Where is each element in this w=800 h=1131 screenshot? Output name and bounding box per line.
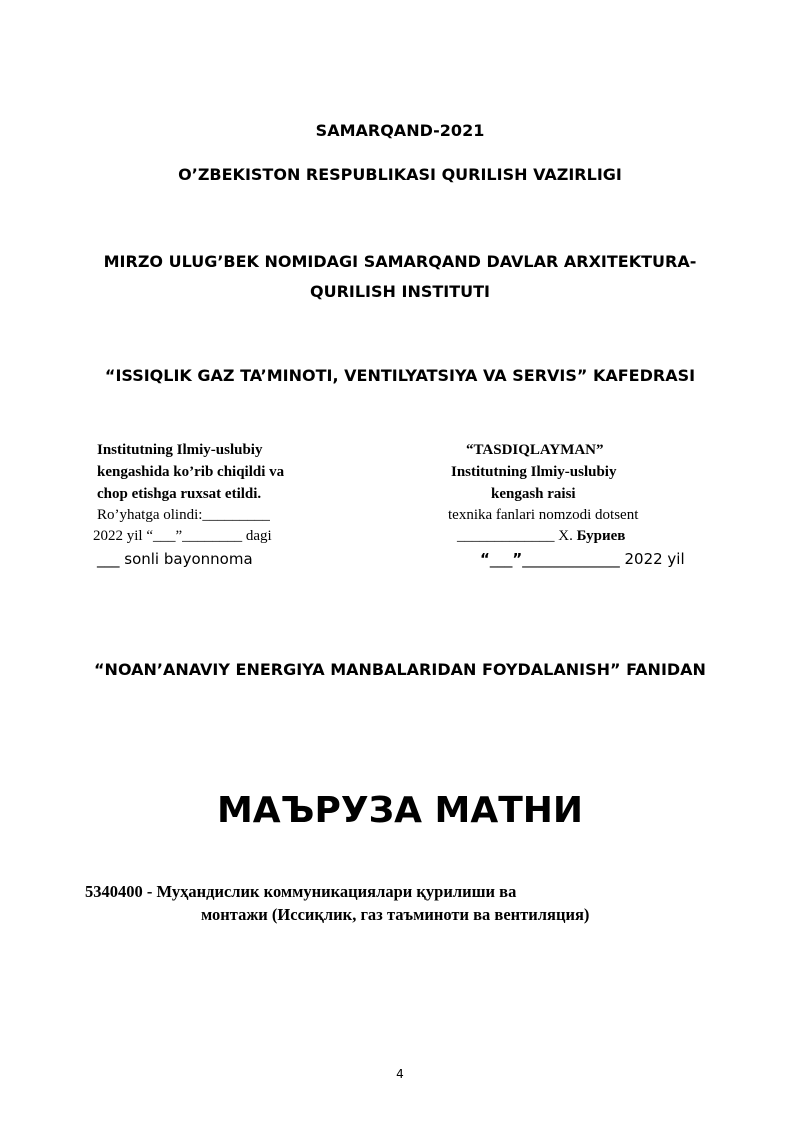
right-block-line2: Institutning Ilmiy-uslubiy <box>451 464 617 480</box>
approval-month-blank: _____________ <box>522 550 620 568</box>
institute-name-line2: QURILISH INSTITUTI <box>309 282 490 301</box>
signature-blank: _____________ <box>457 528 555 544</box>
approval-day-blank: ___ <box>489 550 513 568</box>
protocol-number-label: sonli bayonnoma <box>119 550 253 568</box>
protocol-number-blank: ___ <box>97 550 120 568</box>
approval-heading: “TASDIQLAYMAN” <box>466 442 604 458</box>
right-block-line3: kengash raisi <box>491 486 576 502</box>
registration-line: Ro’yhatga olindi:_________ <box>97 507 270 523</box>
page-number: 4 <box>396 1067 404 1081</box>
approval-date-line <box>480 550 685 568</box>
specialty-line2: монтажи (Иссиқлик, газ таъминоти ва вентиляция) <box>201 905 590 924</box>
institute-name-line1: MIRZO ULUG’BEK NOMIDAGI SAMARQAND DAVLAR ARXITEKTURA- <box>103 252 697 271</box>
left-block-line3: chop etishga ruxsat etildi. <box>97 486 262 502</box>
chairman-name: Буриев <box>576 528 626 544</box>
approval-year: 2022 yil <box>619 550 685 568</box>
specialty-line1: 5340400 - Муҳандислик коммуникациялари қурилиши ва <box>85 882 517 901</box>
chairman-initial: Х. <box>554 528 577 544</box>
subject-name: “NOAN’ANAVIY ENERGIYA MANBALARIDAN FOYDALANISH” FANIDAN <box>94 660 706 679</box>
chairman-degree: texnika fanlari nomzodi dotsent <box>448 507 639 523</box>
signature-line <box>457 528 625 545</box>
ministry-name: O’ZBEKISTON RESPUBLIKASI QURILISH VAZIRLIGI <box>178 165 622 184</box>
protocol-date-line: 2022 yil “___”________ dagi <box>93 528 272 544</box>
department-name: “ISSIQLIK GAZ TA’MINOTI, VENTILYATSIYA VA SERVIS” KAFEDRASI <box>104 366 696 385</box>
document-title: МАЪРУЗА МАТНИ <box>216 790 584 831</box>
protocol-number-line <box>97 550 253 568</box>
city-year: SAMARQAND-2021 <box>315 121 485 140</box>
approval-quote-close: ” <box>512 550 523 568</box>
left-block-line1: Institutning Ilmiy-uslubiy <box>97 442 263 458</box>
left-block-line2: kengashida ko’rib chiqildi va <box>97 464 285 480</box>
approval-quote-open: “ <box>480 550 490 568</box>
